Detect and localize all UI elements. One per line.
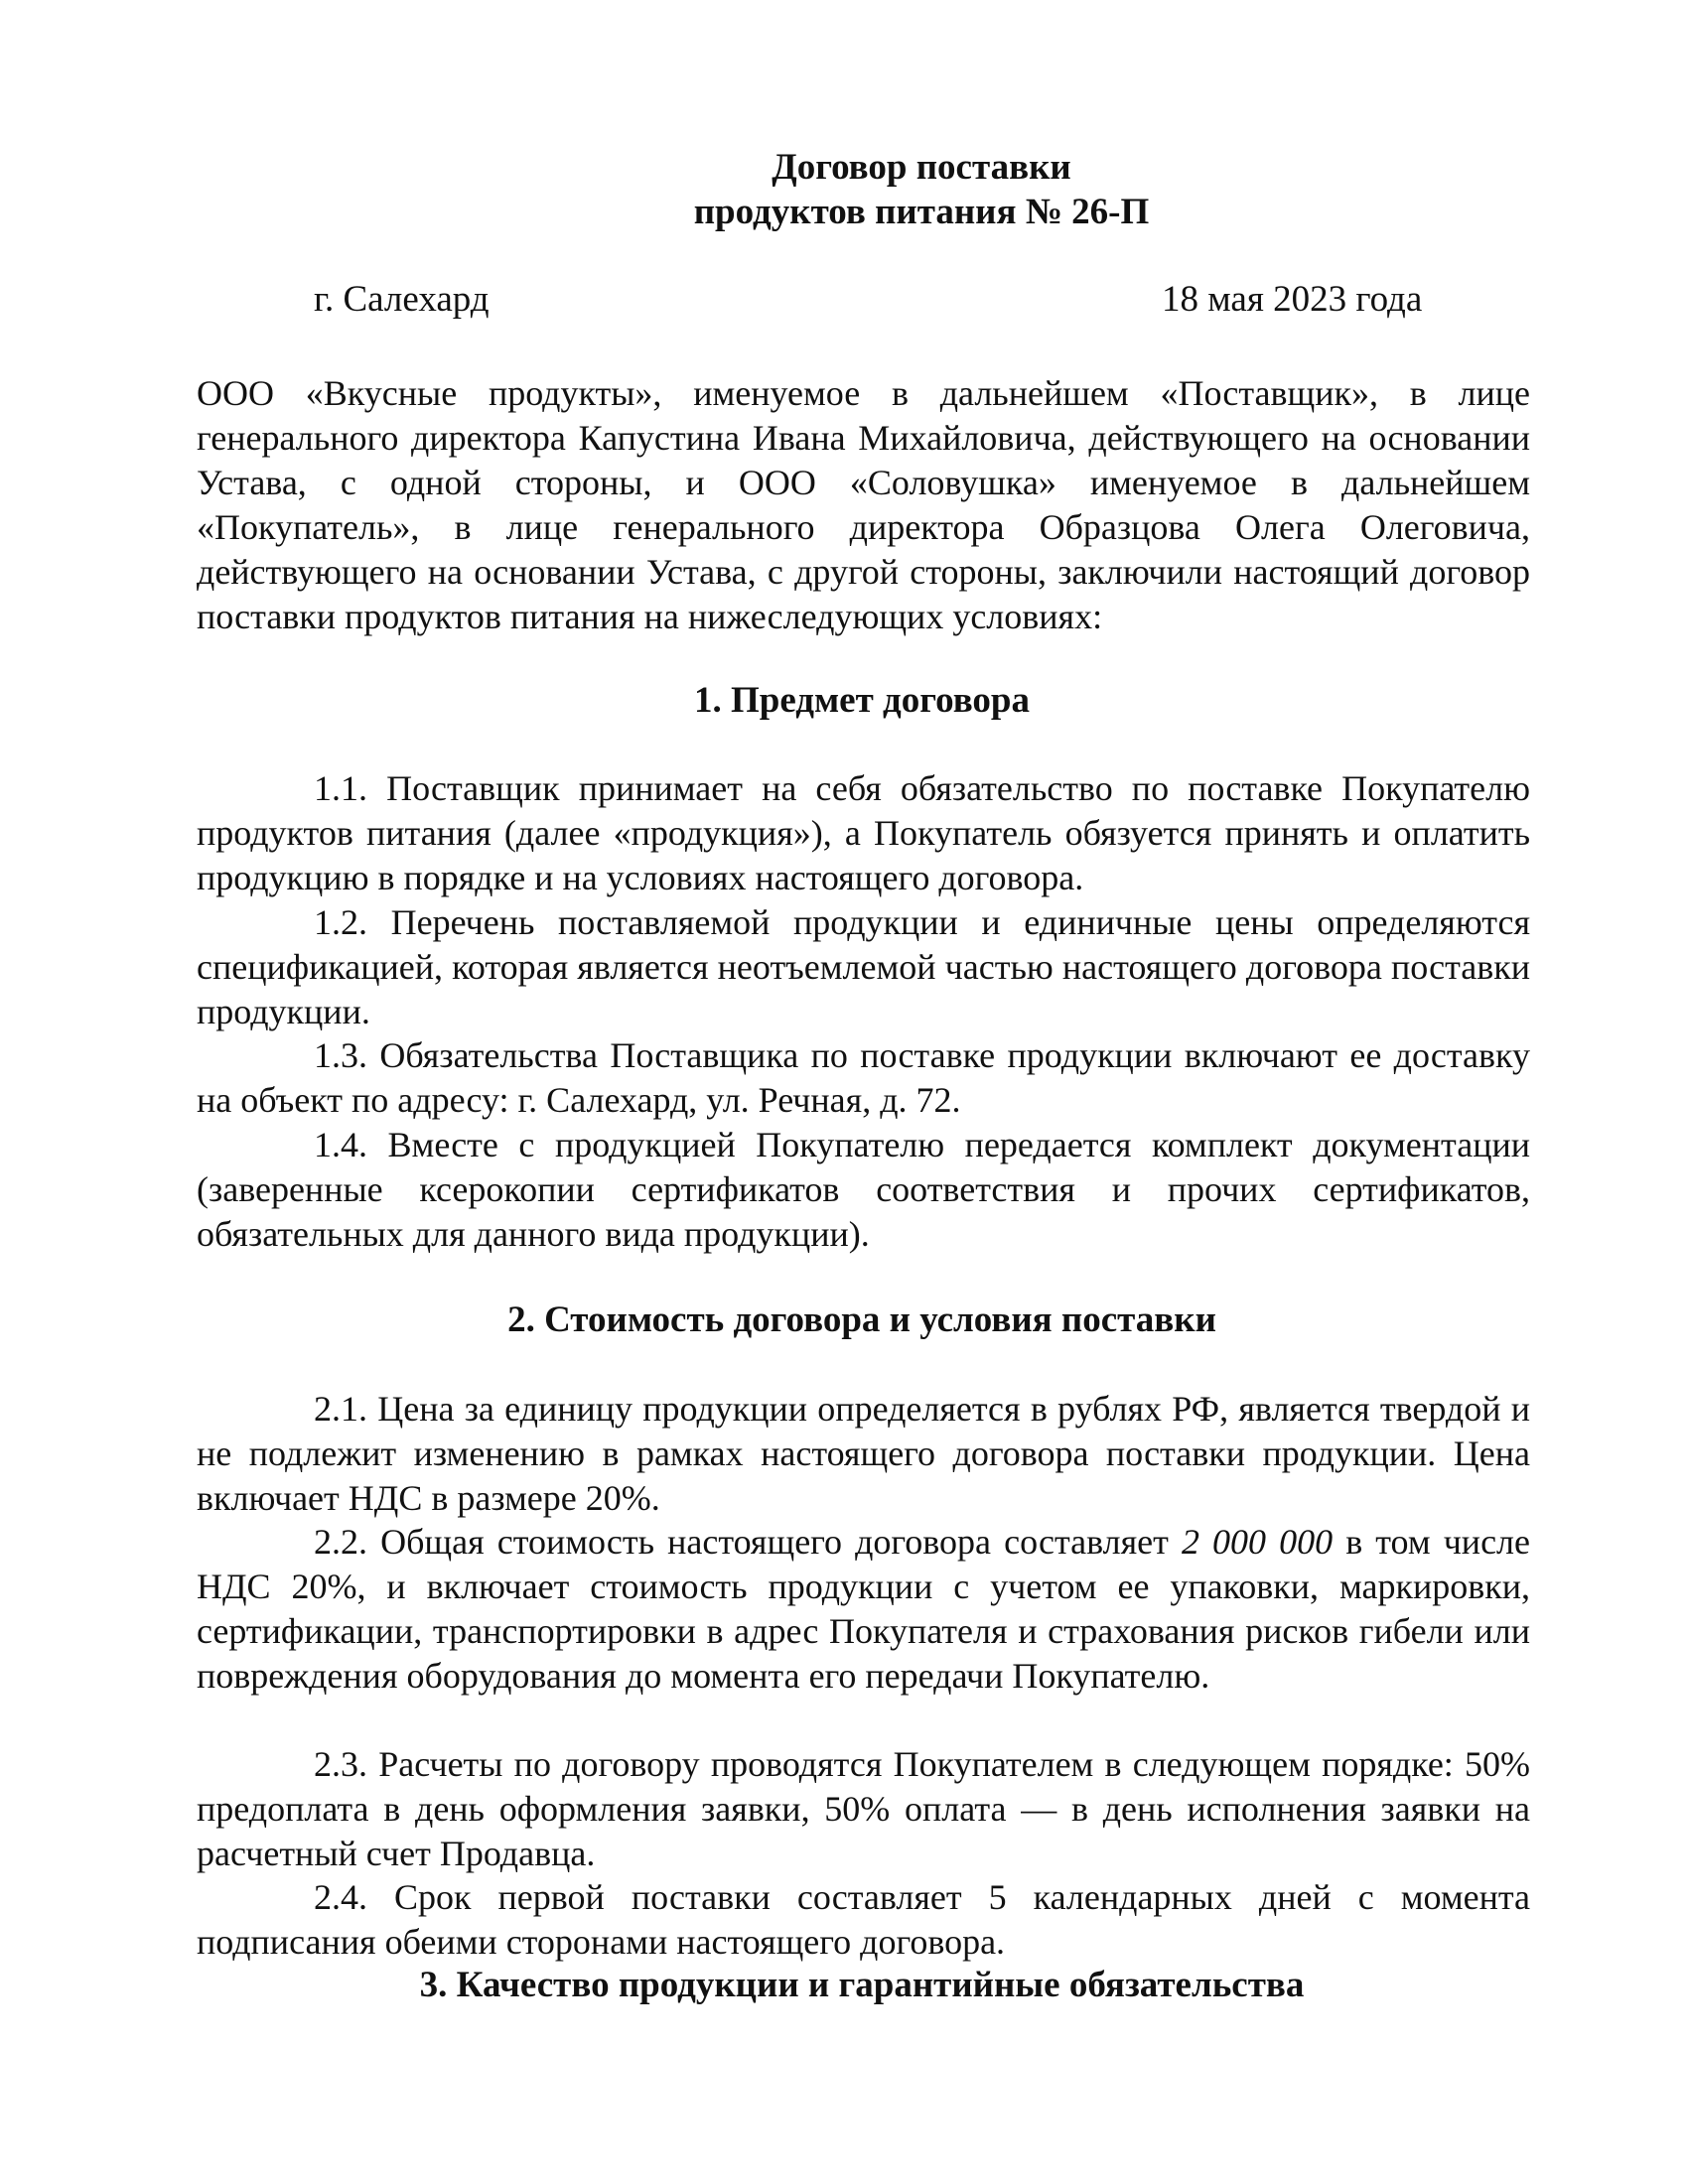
clause-1-2: 1.2. Перечень поставляемой продукции и единичные цены определяются спецификацией, которая является неотъемлемой частью настоящего договора поставки продукции. <box>197 902 1530 1031</box>
document-title: Договор поставки <box>772 147 1071 188</box>
section-1-title: 1. Предмет договора <box>693 680 1031 721</box>
clause-1-1: 1.1. Поставщик принимает на себя обязательство по поставке Покупателю продуктов питания (далее «продукция»), а Покупатель обязуется принять и оплатить продукцию в порядке и на условиях настоящего договора. <box>197 768 1530 897</box>
clause-2-2-text-end: в том числе НДС 20%, и включает стоимость продукции с учетом ее упаковки, маркировки, сертификации, транспортировки в адрес Покупателя и страхования рисков гибели или повреждения оборудования до момента его передачи Покупателю. <box>197 1522 1530 1696</box>
section-2-title: 2. Стоимость договора и условия поставки <box>507 1299 1216 1340</box>
contract-place: г. Салехард <box>314 279 490 320</box>
contract-date: 18 мая 2023 года <box>1162 279 1423 320</box>
document-subtitle: продуктов питания № 26-П <box>693 192 1150 232</box>
clause-2-2 <box>197 1520 1530 1699</box>
contract-amount: 2 000 000 <box>1181 1522 1334 1562</box>
section-3-title: 3. Качество продукции и гарантийные обязательства <box>419 1965 1305 2005</box>
clause-1-4: 1.4. Вместе с продукцией Покупателю передается комплект документации (заверенные ксерокопии сертификатов соответствия и прочих сертификатов, обязательных для данного вида продукции). <box>197 1125 1530 1254</box>
clause-1-3: 1.3. Обязательства Поставщика по поставке продукции включают ее доставку на объект по адресу: г. Салехард, ул. Речная, д. 72. <box>197 1035 1530 1120</box>
clause-2-1: 2.1. Цена за единицу продукции определяется в рублях РФ, является твердой и не подлежит изменению в рамках настоящего договора поставки продукции. Цена включает НДС в размере 20%. <box>197 1389 1530 1518</box>
clause-2-2-text-start: 2.2. Общая стоимость настоящего договора составляет <box>314 1522 1182 1562</box>
clause-2-4: 2.4. Срок первой поставки составляет 5 календарных дней с момента подписания обеими сторонами настоящего договора. <box>197 1877 1530 1962</box>
clause-2-3: 2.3. Расчеты по договору проводятся Покупателем в следующем порядке: 50% предоплата в день оформления заявки, 50% оплата — в день исполнения заявки на расчетный счет Продавца. <box>197 1744 1530 1873</box>
preamble-paragraph: ООО «Вкусные продукты», именуемое в дальнейшем «Поставщик», в лице генерального директора Капустина Ивана Михайловича, действующего на основании Устава, с одной стороны, и ООО «Соловушка» именуемое в дальнейшем «Покупатель», в лице генерального директора Образцова Олега Олеговича, действующего на основании Устава, с другой стороны, заключили настоящий договор поставки продуктов питания на нижеследующих условиях: <box>197 373 1530 636</box>
